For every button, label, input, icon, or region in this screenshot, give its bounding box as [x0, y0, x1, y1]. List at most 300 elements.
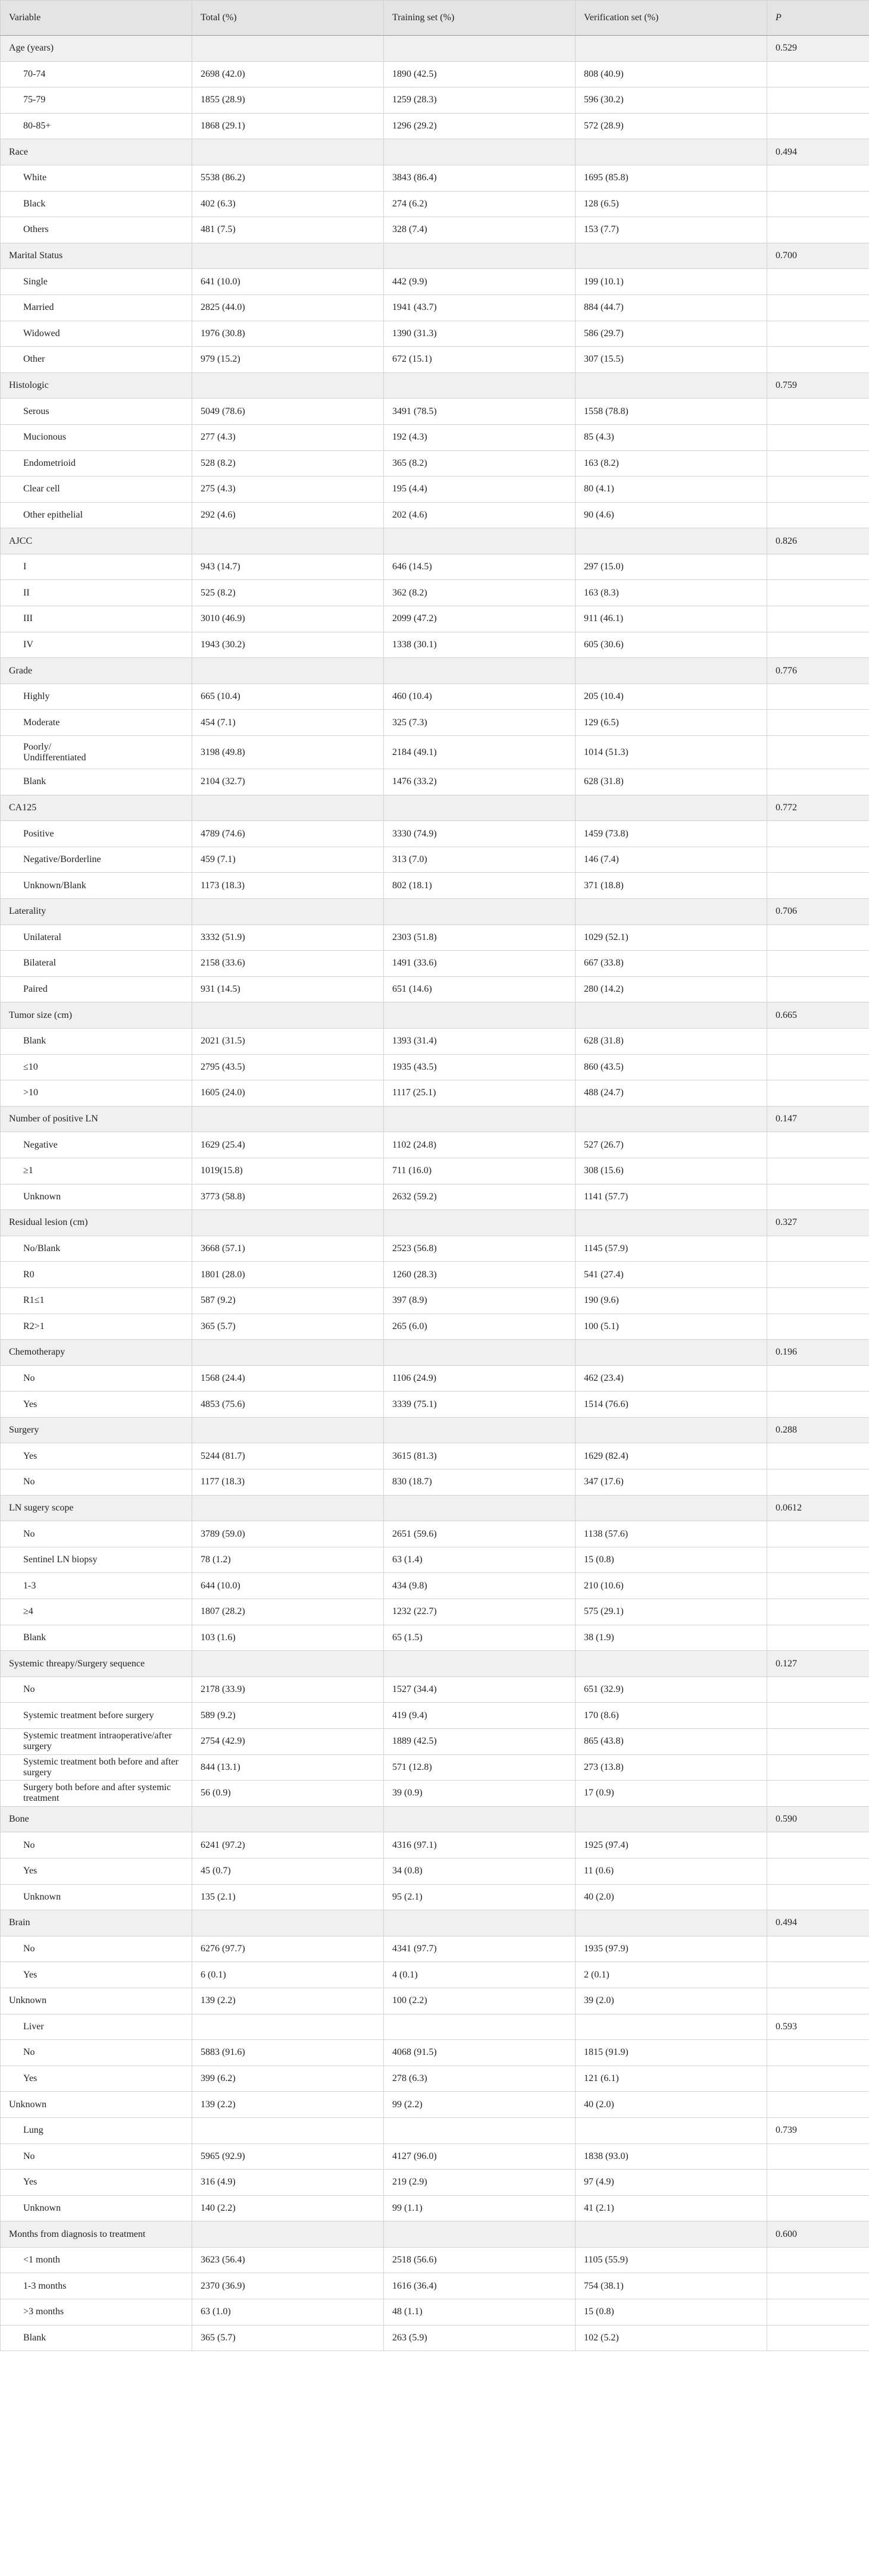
section-row: [1, 2221, 869, 2248]
training-cell: [384, 1340, 576, 1366]
p-value-cell: [767, 684, 869, 710]
total-cell: 3668 (57.1): [192, 1236, 384, 1262]
p-value-cell: 0.700: [767, 243, 869, 269]
table-row: [1, 580, 869, 606]
p-value-cell: 0.826: [767, 528, 869, 554]
training-cell: [384, 1910, 576, 1936]
p-value-cell: [767, 450, 869, 477]
verification-cell: 1935 (97.9): [576, 1936, 767, 1962]
training-cell: 365 (8.2): [384, 450, 576, 477]
total-cell: 45 (0.7): [192, 1858, 384, 1884]
total-cell: 5244 (81.7): [192, 1443, 384, 1469]
total-cell: 3623 (56.4): [192, 2247, 384, 2273]
total-cell: [192, 2014, 384, 2040]
training-cell: 3330 (74.9): [384, 821, 576, 847]
section-row: [1, 1002, 869, 1029]
verification-cell: 1838 (93.0): [576, 2143, 767, 2170]
table-row: [1, 2117, 869, 2143]
table-row: [1, 1547, 869, 1573]
variable-cell: LN sugery scope: [1, 1495, 192, 1521]
variable-cell: Tumor size (cm): [1, 1002, 192, 1029]
verification-cell: 40 (2.0): [576, 2092, 767, 2118]
table-row: [1, 2299, 869, 2326]
training-cell: 63 (1.4): [384, 1547, 576, 1573]
training-cell: 419 (9.4): [384, 1703, 576, 1729]
table-row: [1, 191, 869, 217]
variable-cell: Surgery both before and after systemic treatment: [1, 1781, 192, 1807]
table-row: [1, 1884, 869, 1910]
p-value-cell: 0.739: [767, 2117, 869, 2143]
total-cell: 402 (6.3): [192, 191, 384, 217]
verification-cell: 190 (9.6): [576, 1287, 767, 1314]
verification-cell: 308 (15.6): [576, 1158, 767, 1184]
total-cell: 63 (1.0): [192, 2299, 384, 2326]
total-cell: 931 (14.5): [192, 976, 384, 1002]
total-cell: 2825 (44.0): [192, 294, 384, 321]
total-cell: 139 (2.2): [192, 2092, 384, 2118]
p-value-cell: [767, 2273, 869, 2299]
table-row: [1, 1599, 869, 1625]
total-cell: 316 (4.9): [192, 2170, 384, 2196]
verification-cell: 128 (6.5): [576, 191, 767, 217]
total-cell: 587 (9.2): [192, 1287, 384, 1314]
training-cell: 460 (10.4): [384, 684, 576, 710]
p-value-cell: [767, 217, 869, 243]
p-value-cell: [767, 632, 869, 658]
table-row: [1, 1287, 869, 1314]
p-value-cell: 0.529: [767, 36, 869, 62]
verification-cell: [576, 2014, 767, 2040]
training-cell: 39 (0.9): [384, 1781, 576, 1807]
total-cell: 2104 (32.7): [192, 769, 384, 795]
verification-cell: [576, 528, 767, 554]
p-value-cell: [767, 1547, 869, 1573]
variable-cell: <1 month: [1, 2247, 192, 2273]
table-row: [1, 321, 869, 347]
total-cell: 3198 (49.8): [192, 736, 384, 769]
training-cell: 830 (18.7): [384, 1469, 576, 1496]
total-cell: [192, 1910, 384, 1936]
total-cell: [192, 2117, 384, 2143]
verification-cell: 121 (6.1): [576, 2066, 767, 2092]
variable-cell: Blank: [1, 769, 192, 795]
total-cell: 665 (10.4): [192, 684, 384, 710]
table-row: [1, 1703, 869, 1729]
table-row: [1, 821, 869, 847]
total-cell: 2795 (43.5): [192, 1054, 384, 1080]
section-row: [1, 1910, 869, 1936]
training-cell: 2303 (51.8): [384, 925, 576, 951]
total-cell: [192, 1340, 384, 1366]
section-row: [1, 1806, 869, 1832]
verification-cell: 80 (4.1): [576, 477, 767, 503]
verification-cell: [576, 372, 767, 399]
training-cell: 1259 (28.3): [384, 87, 576, 114]
p-value-cell: 0.706: [767, 899, 869, 925]
total-cell: 365 (5.7): [192, 1314, 384, 1340]
verification-cell: 347 (17.6): [576, 1469, 767, 1496]
training-cell: 99 (1.1): [384, 2195, 576, 2221]
table-row: [1, 1262, 869, 1288]
p-value-cell: [767, 1573, 869, 1599]
variable-cell: Unknown: [1, 2195, 192, 2221]
p-value-cell: [767, 1365, 869, 1392]
p-value-cell: [767, 847, 869, 873]
verification-cell: [576, 1495, 767, 1521]
training-cell: [384, 1417, 576, 1443]
total-cell: [192, 1106, 384, 1132]
total-cell: 1943 (30.2): [192, 632, 384, 658]
total-cell: 1855 (28.9): [192, 87, 384, 114]
training-cell: [384, 36, 576, 62]
training-cell: 651 (14.6): [384, 976, 576, 1002]
variable-cell: Blank: [1, 1625, 192, 1651]
p-value-cell: 0.196: [767, 1340, 869, 1366]
table-row: [1, 1832, 869, 1859]
variable-cell: No/Blank: [1, 1236, 192, 1262]
verification-cell: 170 (8.6): [576, 1703, 767, 1729]
variable-cell: Systemic treatment both before and after surgery: [1, 1754, 192, 1781]
total-cell: [192, 1806, 384, 1832]
variable-cell: Yes: [1, 1392, 192, 1418]
variable-cell: Paired: [1, 976, 192, 1002]
p-value-cell: [767, 1754, 869, 1781]
p-value-cell: 0.590: [767, 1806, 869, 1832]
training-cell: 1941 (43.7): [384, 294, 576, 321]
variable-cell: II: [1, 580, 192, 606]
total-cell: 4789 (74.6): [192, 821, 384, 847]
section-row: [1, 658, 869, 684]
p-value-cell: [767, 769, 869, 795]
verification-cell: [576, 36, 767, 62]
p-value-cell: [767, 1469, 869, 1496]
training-cell: 1117 (25.1): [384, 1080, 576, 1107]
verification-cell: 307 (15.5): [576, 347, 767, 373]
total-cell: [192, 243, 384, 269]
variable-cell: Unknown/Blank: [1, 873, 192, 899]
training-cell: 313 (7.0): [384, 847, 576, 873]
verification-cell: 146 (7.4): [576, 847, 767, 873]
verification-cell: 90 (4.6): [576, 502, 767, 528]
p-value-cell: [767, 1936, 869, 1962]
p-value-cell: 0.127: [767, 1651, 869, 1677]
verification-cell: 2 (0.1): [576, 1962, 767, 1988]
p-value-cell: [767, 294, 869, 321]
verification-cell: 1029 (52.1): [576, 925, 767, 951]
p-value-cell: [767, 2040, 869, 2066]
p-value-cell: [767, 1184, 869, 1210]
p-value-cell: [767, 1132, 869, 1158]
table-row: [1, 450, 869, 477]
total-cell: 78 (1.2): [192, 1547, 384, 1573]
verification-cell: [576, 2221, 767, 2248]
p-value-cell: [767, 1832, 869, 1859]
verification-cell: 280 (14.2): [576, 976, 767, 1002]
variable-cell: Age (years): [1, 36, 192, 62]
total-cell: 292 (4.6): [192, 502, 384, 528]
training-cell: 1338 (30.1): [384, 632, 576, 658]
verification-cell: 1138 (57.6): [576, 1521, 767, 1547]
total-cell: 56 (0.9): [192, 1781, 384, 1807]
verification-cell: 860 (43.5): [576, 1054, 767, 1080]
training-cell: 1890 (42.5): [384, 61, 576, 87]
p-value-cell: 0.288: [767, 1417, 869, 1443]
variable-cell: Clear cell: [1, 477, 192, 503]
variable-cell: Widowed: [1, 321, 192, 347]
training-cell: 1296 (29.2): [384, 113, 576, 139]
total-cell: 3010 (46.9): [192, 606, 384, 632]
variable-cell: Unilateral: [1, 925, 192, 951]
p-value-cell: [767, 321, 869, 347]
verification-cell: 1014 (51.3): [576, 736, 767, 769]
p-value-cell: [767, 1443, 869, 1469]
section-row: [1, 243, 869, 269]
variable-cell: Unknown: [1, 2092, 192, 2118]
variable-cell: Unknown: [1, 1884, 192, 1910]
training-cell: [384, 1106, 576, 1132]
variable-cell: Systemic treatment intraoperative/after surgery: [1, 1729, 192, 1755]
training-cell: 95 (2.1): [384, 1884, 576, 1910]
total-cell: 979 (15.2): [192, 347, 384, 373]
p-value-cell: [767, 2325, 869, 2351]
variable-cell: Sentinel LN biopsy: [1, 1547, 192, 1573]
total-cell: 943 (14.7): [192, 554, 384, 580]
section-row: [1, 1495, 869, 1521]
verification-cell: 39 (2.0): [576, 1988, 767, 2014]
table-row: [1, 2273, 869, 2299]
verification-cell: 1925 (97.4): [576, 1832, 767, 1859]
training-cell: 1106 (24.9): [384, 1365, 576, 1392]
table-row: [1, 1936, 869, 1962]
training-cell: 3843 (86.4): [384, 165, 576, 191]
table-row: [1, 976, 869, 1002]
total-cell: [192, 1210, 384, 1236]
table-row: [1, 1392, 869, 1418]
training-cell: 99 (2.2): [384, 2092, 576, 2118]
table-row: [1, 113, 869, 139]
verification-cell: 100 (5.1): [576, 1314, 767, 1340]
table-row: [1, 424, 869, 450]
total-cell: 528 (8.2): [192, 450, 384, 477]
table-row: [1, 951, 869, 977]
p-value-cell: [767, 1262, 869, 1288]
variable-cell: ≤10: [1, 1054, 192, 1080]
verification-cell: 297 (15.0): [576, 554, 767, 580]
training-cell: 2651 (59.6): [384, 1521, 576, 1547]
verification-cell: [576, 1340, 767, 1366]
training-cell: 362 (8.2): [384, 580, 576, 606]
p-value-cell: 0.776: [767, 658, 869, 684]
verification-cell: 17 (0.9): [576, 1781, 767, 1807]
table-row: [1, 165, 869, 191]
verification-cell: 129 (6.5): [576, 710, 767, 736]
total-cell: 6276 (97.7): [192, 1936, 384, 1962]
table-row: [1, 1158, 869, 1184]
variable-cell: Surgery: [1, 1417, 192, 1443]
training-cell: [384, 243, 576, 269]
verification-cell: [576, 1417, 767, 1443]
training-cell: 4068 (91.5): [384, 2040, 576, 2066]
total-cell: 6 (0.1): [192, 1962, 384, 1988]
variable-cell: Yes: [1, 1858, 192, 1884]
p-value-cell: 0.759: [767, 372, 869, 399]
training-cell: 1393 (31.4): [384, 1028, 576, 1054]
verification-cell: [576, 658, 767, 684]
p-value-cell: [767, 2170, 869, 2196]
total-cell: 1868 (29.1): [192, 113, 384, 139]
total-cell: 1801 (28.0): [192, 1262, 384, 1288]
table-row: [1, 87, 869, 114]
section-row: [1, 899, 869, 925]
p-value-cell: [767, 554, 869, 580]
p-value-cell: [767, 925, 869, 951]
variable-cell: Histologic: [1, 372, 192, 399]
variable-cell: Yes: [1, 1443, 192, 1469]
total-cell: 5883 (91.6): [192, 2040, 384, 2066]
verification-cell: 97 (4.9): [576, 2170, 767, 2196]
p-value-cell: [767, 1884, 869, 1910]
verification-cell: 102 (5.2): [576, 2325, 767, 2351]
p-value-cell: 0.600: [767, 2221, 869, 2248]
table-row: [1, 1729, 869, 1755]
training-cell: 265 (6.0): [384, 1314, 576, 1340]
total-cell: 644 (10.0): [192, 1573, 384, 1599]
total-cell: 2698 (42.0): [192, 61, 384, 87]
table-row: [1, 1573, 869, 1599]
variable-cell: White: [1, 165, 192, 191]
training-cell: 1260 (28.3): [384, 1262, 576, 1288]
training-cell: [384, 372, 576, 399]
verification-cell: [576, 1806, 767, 1832]
table-row: [1, 399, 869, 425]
total-cell: [192, 139, 384, 165]
training-cell: 34 (0.8): [384, 1858, 576, 1884]
verification-cell: 163 (8.2): [576, 450, 767, 477]
p-value-cell: 0.327: [767, 1210, 869, 1236]
p-value-cell: [767, 821, 869, 847]
training-cell: 274 (6.2): [384, 191, 576, 217]
verification-cell: 15 (0.8): [576, 2299, 767, 2326]
p-value-cell: 0.665: [767, 1002, 869, 1029]
variable-cell: 1-3 months: [1, 2273, 192, 2299]
p-value-cell: [767, 399, 869, 425]
total-cell: [192, 1417, 384, 1443]
total-cell: 2158 (33.6): [192, 951, 384, 977]
verification-cell: 11 (0.6): [576, 1858, 767, 1884]
verification-cell: [576, 139, 767, 165]
table-row: [1, 710, 869, 736]
variable-cell: ≥1: [1, 1158, 192, 1184]
total-cell: 139 (2.2): [192, 1988, 384, 2014]
verification-cell: [576, 1210, 767, 1236]
p-value-cell: [767, 606, 869, 632]
verification-cell: 40 (2.0): [576, 1884, 767, 1910]
verification-cell: 884 (44.7): [576, 294, 767, 321]
p-value-cell: [767, 1314, 869, 1340]
table-row: [1, 606, 869, 632]
section-row: [1, 36, 869, 62]
table-row: [1, 1236, 869, 1262]
table-row: [1, 632, 869, 658]
variable-cell: CA125: [1, 795, 192, 821]
verification-cell: 1558 (78.8): [576, 399, 767, 425]
p-value-cell: [767, 2092, 869, 2118]
training-cell: 711 (16.0): [384, 1158, 576, 1184]
variable-cell: Liver: [1, 2014, 192, 2040]
verification-cell: 911 (46.1): [576, 606, 767, 632]
training-cell: [384, 1002, 576, 1029]
verification-cell: 163 (8.3): [576, 580, 767, 606]
table-row: [1, 1469, 869, 1496]
total-cell: 1976 (30.8): [192, 321, 384, 347]
p-value-cell: 0.147: [767, 1106, 869, 1132]
variable-cell: Number of positive LN: [1, 1106, 192, 1132]
p-value-cell: [767, 1236, 869, 1262]
variable-cell: Lung: [1, 2117, 192, 2143]
variable-cell: AJCC: [1, 528, 192, 554]
variable-cell: Positive: [1, 821, 192, 847]
variable-cell: Laterality: [1, 899, 192, 925]
p-value-cell: [767, 1781, 869, 1807]
total-cell: 2021 (31.5): [192, 1028, 384, 1054]
table-row: [1, 873, 869, 899]
variable-cell: 70-74: [1, 61, 192, 87]
table-row: [1, 477, 869, 503]
verification-cell: 1815 (91.9): [576, 2040, 767, 2066]
verification-cell: 667 (33.8): [576, 951, 767, 977]
training-cell: 48 (1.1): [384, 2299, 576, 2326]
total-cell: 2754 (42.9): [192, 1729, 384, 1755]
p-value-cell: [767, 113, 869, 139]
total-cell: 1177 (18.3): [192, 1469, 384, 1496]
variable-cell: No: [1, 1365, 192, 1392]
section-row: [1, 372, 869, 399]
verification-cell: 205 (10.4): [576, 684, 767, 710]
training-cell: 1616 (36.4): [384, 2273, 576, 2299]
table-row: [1, 769, 869, 795]
total-cell: 399 (6.2): [192, 2066, 384, 2092]
p-value-cell: [767, 2143, 869, 2170]
total-cell: [192, 1651, 384, 1677]
table-row: [1, 925, 869, 951]
p-value-cell: 0.593: [767, 2014, 869, 2040]
total-cell: [192, 528, 384, 554]
section-row: [1, 1340, 869, 1366]
training-cell: 4316 (97.1): [384, 1832, 576, 1859]
total-cell: 1019(15.8): [192, 1158, 384, 1184]
variable-cell: Unknown: [1, 1988, 192, 2014]
total-cell: [192, 795, 384, 821]
variable-cell: Race: [1, 139, 192, 165]
p-value-cell: [767, 1962, 869, 1988]
total-cell: 459 (7.1): [192, 847, 384, 873]
p-value-cell: [767, 976, 869, 1002]
total-cell: [192, 372, 384, 399]
total-cell: 5049 (78.6): [192, 399, 384, 425]
variable-cell: Others: [1, 217, 192, 243]
p-value-cell: [767, 477, 869, 503]
verification-cell: 1695 (85.8): [576, 165, 767, 191]
header-row: [1, 1, 869, 36]
variable-cell: >3 months: [1, 2299, 192, 2326]
training-cell: 2099 (47.2): [384, 606, 576, 632]
variable-cell: R0: [1, 1262, 192, 1288]
training-cell: 571 (12.8): [384, 1754, 576, 1781]
table-row: [1, 1314, 869, 1340]
training-cell: [384, 2117, 576, 2143]
training-cell: [384, 899, 576, 925]
variable-cell: Yes: [1, 2066, 192, 2092]
